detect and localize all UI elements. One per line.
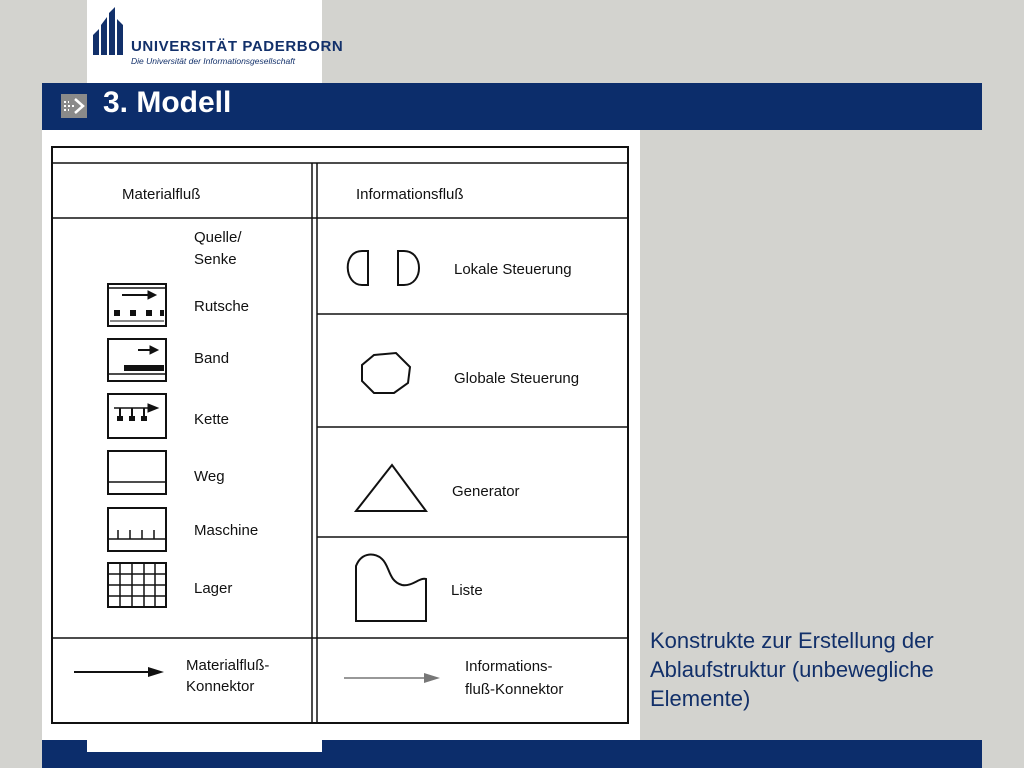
university-logo-icon (90, 5, 126, 57)
page-title: 3. Modell (103, 86, 232, 119)
arrow-icon (61, 94, 87, 118)
footer-bar (42, 752, 982, 768)
label-band: Band (194, 350, 230, 367)
label-materialfluss-konnektor: Materialfluß- (186, 657, 270, 674)
label-generator: Generator (452, 483, 520, 500)
column-header-material: Materialfluß (122, 186, 201, 203)
label-senke: Senke (194, 251, 237, 268)
label-rutsche: Rutsche (194, 298, 250, 315)
label-kette: Kette (194, 411, 230, 428)
label-liste: Liste (451, 582, 483, 599)
label-quelle: Quelle/ (194, 229, 242, 246)
column-header-information: Informationsfluß (356, 186, 464, 203)
figure-caption: Konstrukte zur Erstellung der Ablaufstruktur (unbewegliche Elemente) (650, 628, 934, 711)
footer-logo-gap (87, 740, 322, 752)
university-tagline: Die Universität der Informationsgesellschaft (131, 56, 295, 66)
label-lokale-steuerung: Lokale Steuerung (454, 261, 572, 278)
label-informationsfluss-konnektor: Informations- (465, 658, 553, 675)
label-materialfluss-konnektor-2: Konnektor (186, 678, 255, 695)
university-name: UNIVERSITÄT PADERBORN (131, 38, 344, 55)
label-maschine: Maschine (194, 522, 259, 539)
label-globale-steuerung: Globale Steuerung (454, 370, 580, 387)
label-informationsfluss-konnektor-2: fluß-Konnektor (465, 681, 564, 698)
label-lager: Lager (194, 580, 233, 597)
model-figure (44, 141, 640, 740)
label-weg: Weg (194, 468, 225, 485)
